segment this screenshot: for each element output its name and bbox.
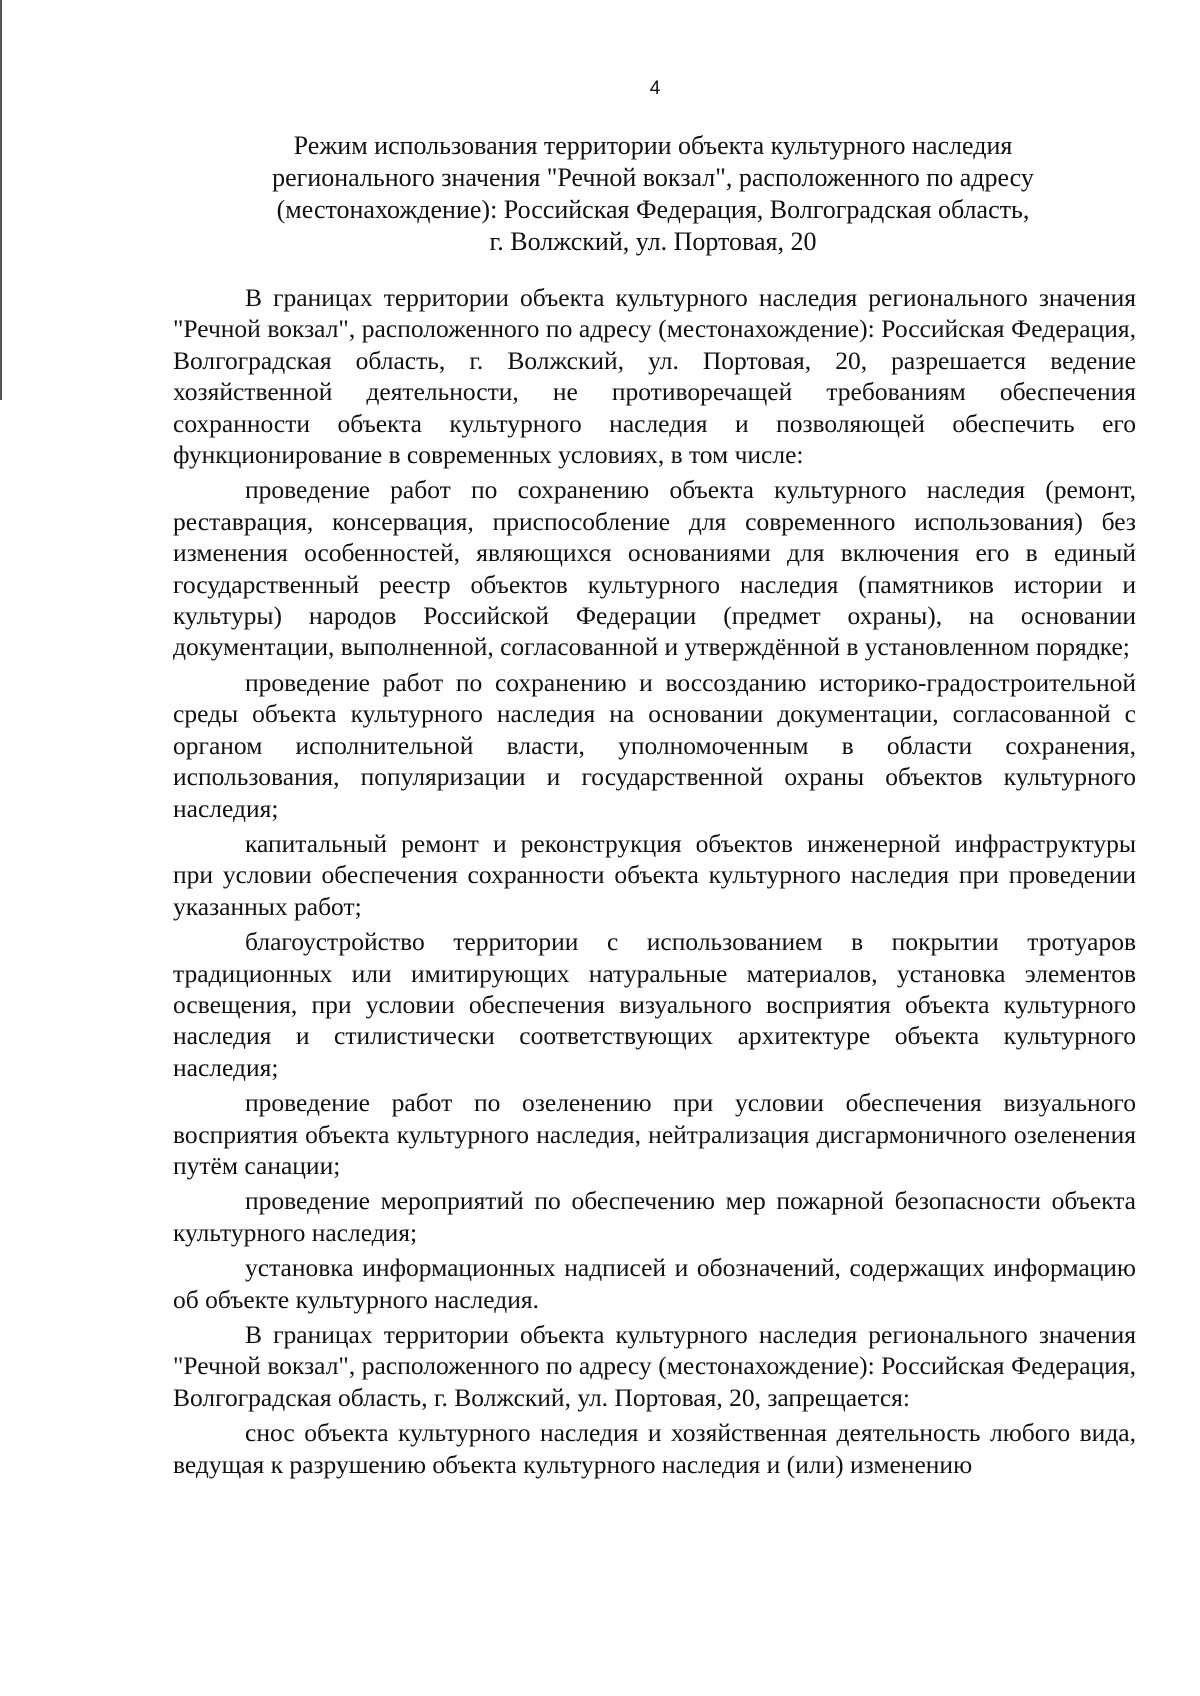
paragraph-demolition: снос объекта культурного наследия и хозяйственная деятельность любого вида, ведущая к разрушению объекта культурного наследия и (или) изменению: [173, 1418, 1136, 1479]
paragraph-information-signs: установка информационных надписей и обозначений, содержащих информацию об объекте культурного наследия.: [173, 1253, 1136, 1314]
title-line-4: г. Волжский, ул. Портовая, 20: [489, 227, 817, 256]
paragraph-historic-environment: проведение работ по сохранению и воссозданию историко-градостроительной среды объекта культурного наследия на основании документации, согласованной с органом исполнительной власти, уполномоченным в области сохранения, использования, популяризации и государственной охраны объектов культурного наследия;: [173, 667, 1136, 823]
title-line-2: регионального значения "Речной вокзал", расположенного по адресу: [272, 163, 1034, 192]
document-body: [173, 282, 1136, 1484]
scan-edge-line: [0, 0, 2, 400]
title-line-3: (местонахождение): Российская Федерация, Волгоградская область,: [276, 195, 1030, 224]
title-line-1: Режим использования территории объекта культурного наследия: [293, 131, 1013, 160]
paragraph-greening: проведение работ по озеленению при условии обеспечения визуального восприятия объекта культурного наследия, нейтрализация дисгармоничного озеленения путём санации;: [173, 1088, 1136, 1180]
paragraph-fire-safety: проведение мероприятий по обеспечению мер пожарной безопасности объекта культурного наследия;: [173, 1186, 1136, 1247]
paragraph-prohibited-intro: В границах территории объекта культурного наследия регионального значения "Речной вокзал", расположенного по адресу (местонахождение): Российская Федерация, Волгоградская область, г. Волжский, ул. Портовая, 20, запрещается:: [173, 1320, 1136, 1412]
paragraph-landscaping: благоустройство территории с использованием в покрытии тротуаров традиционных или имитирующих натуральные материалов, установка элементов освещения, при условии обеспечения визуального восприятия объекта культурного наследия и стилистически соответствующих архитектуре объекта культурного наследия;: [173, 927, 1136, 1082]
document-title: [173, 130, 1133, 258]
paragraph-preservation-works: проведение работ по сохранению объекта культурного наследия (ремонт, реставрация, консервация, приспособление для современного использования) без изменения особенностей, являющихся основаниями для включения его в единый государственный реестр объектов культурного наследия (памятников истории и культуры) народов Российской Федерации (предмет охраны), на основании документации, выполненной, согласованной и утверждённой в установленном порядке;: [173, 475, 1136, 662]
paragraph-permitted-intro: В границах территории объекта культурного наследия регионального значения "Речной вокзал", расположенного по адресу (местонахождение): Российская Федерация, Волгоградская область, г. Волжский, ул. Портовая, 20, разрешается ведение хозяйственной деятельности, не противоречащей требованиям обеспечения сохранности объекта культурного наследия и позволяющей обеспечить его функционирование в современных условиях, в том числе:: [173, 283, 1136, 470]
page-number: 4: [649, 78, 661, 99]
paragraph-infrastructure-repair: капитальный ремонт и реконструкция объектов инженерной инфраструктуры при условии обеспечения сохранности объекта культурного наследия при проведении указанных работ;: [173, 828, 1136, 921]
